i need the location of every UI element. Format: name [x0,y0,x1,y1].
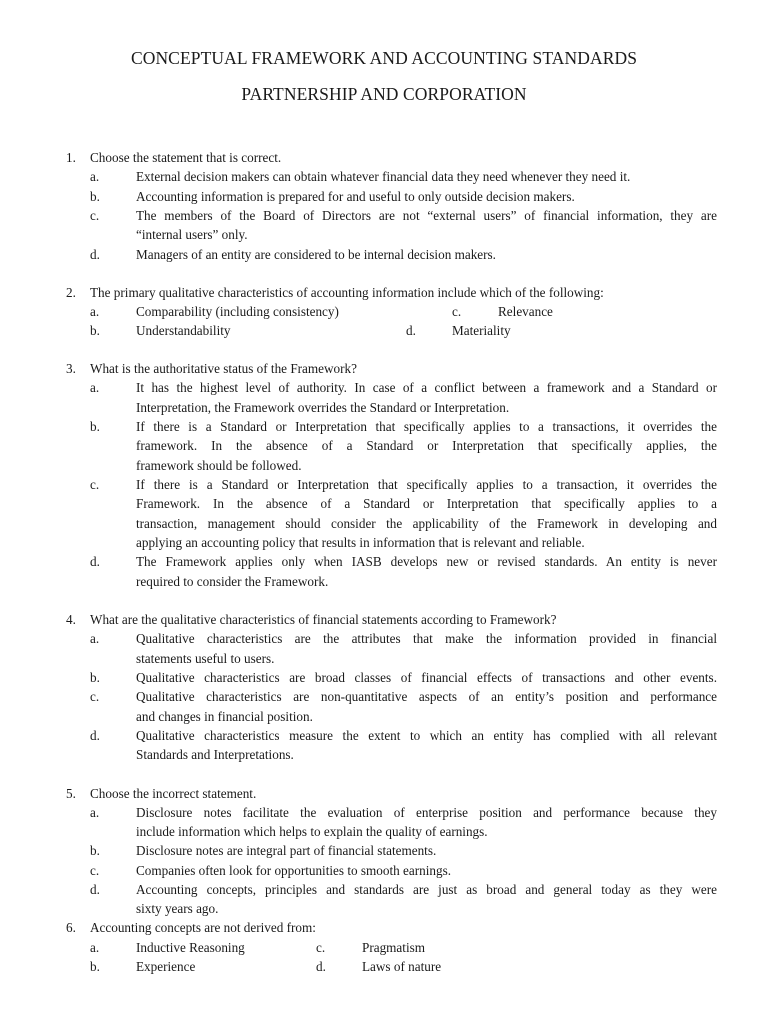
option-text: External decision makers can obtain whatever financial data they need whenever they need it. [136,169,631,184]
document-subtitle: PARTNERSHIP AND CORPORATION [241,84,527,104]
option-label: b. [90,959,100,974]
option-text: Managers of an entity are considered to be internal decision makers. [136,247,496,262]
option-label: c. [452,304,462,319]
question-number: 5. [66,786,76,801]
question-text: What is the authoritative status of the Framework? [90,361,357,376]
option-label: b. [90,419,100,434]
question-number: 3. [66,361,76,376]
option-text: Qualitative characteristics are the attributes that make the information provided in financial [136,631,717,646]
option-text: Disclosure notes are integral part of financial statements. [136,843,437,858]
option-text: include information which helps to explain the quality of earnings. [136,824,488,839]
option-label: a. [90,169,100,184]
option-text: Inductive Reasoning [136,940,245,955]
option-label: b. [90,189,100,204]
option-text: Qualitative characteristics measure the extent to which an entity has complied with all relevant [136,728,717,743]
option-text: framework. In the absence of a Standard or Interpretation that specifically applies, the [136,438,717,453]
option-text: The members of the Board of Directors are not “external users” of financial information, they are [136,208,717,223]
question-number: 1. [66,150,76,165]
option-text: Accounting information is prepared for and useful to only outside decision makers. [136,189,575,204]
option-text: “internal users” only. [136,227,248,242]
option-text: Pragmatism [362,940,426,955]
option-label: a. [90,380,100,395]
option-text: and changes in financial position. [136,709,313,724]
option-label: d. [90,247,100,262]
option-text: Laws of nature [362,959,442,974]
option-label: a. [90,805,100,820]
option-label: c. [90,689,100,704]
option-label: d. [316,959,326,974]
option-label: d. [90,728,100,743]
question-number: 6. [66,920,76,935]
option-label: c. [90,477,100,492]
option-label: b. [90,323,100,338]
option-text: Materiality [452,323,511,338]
option-label: c. [90,863,100,878]
option-text: Experience [136,959,196,974]
option-label: d. [90,554,100,569]
option-text: If there is a Standard or Interpretation that specifically applies to a transaction, it overrides the [136,477,717,492]
option-text: Disclosure notes facilitate the evaluation of enterprise position and performance because they [136,805,717,820]
option-text: Qualitative characteristics are broad classes of financial effects of transactions and other events. [136,670,717,685]
option-text: If there is a Standard or Interpretation that specifically applies to a transactions, it overrides the [136,419,717,434]
option-label: c. [90,208,100,223]
question-number: 2. [66,285,76,300]
option-text: framework should be followed. [136,458,302,473]
option-text: Comparability (including consistency) [136,304,339,319]
option-label: b. [90,670,100,685]
option-text: Interpretation, the Framework overrides the Standard or Interpretation. [136,400,510,415]
option-text: Standards and Interpretations. [136,747,294,762]
option-text: sixty years ago. [136,901,219,916]
question-text: The primary qualitative characteristics of accounting information include which of the following: [90,285,604,300]
option-text: Relevance [498,304,553,319]
option-text: Understandability [136,323,231,338]
option-text: statements useful to users. [136,651,275,666]
option-label: d. [90,882,100,897]
option-label: d. [406,323,416,338]
option-label: a. [90,940,100,955]
question-text: Accounting concepts are not derived from: [90,920,316,935]
question-text: What are the qualitative characteristics of financial statements according to Framework? [90,612,557,627]
option-text: transaction, management should consider the applicability of the Framework in developing and [136,516,717,531]
document-title: CONCEPTUAL FRAMEWORK AND ACCOUNTING STANDARDS [130,48,638,68]
option-label: b. [90,843,100,858]
option-text: It has the highest level of authority. In case of a conflict between a framework and a Standard or [136,380,717,395]
option-label: a. [90,631,100,646]
option-text: applying an accounting policy that results in information that is relevant and reliable. [136,535,585,550]
option-label: c. [316,940,326,955]
option-text: Qualitative characteristics are non-quantitative aspects of an entity’s position and performance [136,689,717,704]
question-number: 4. [66,612,76,627]
option-text: Framework. In the absence of a Standard or Interpretation that specifically applies to a [136,496,717,511]
option-text: Accounting concepts, principles and standards are just as broad and general today as they were [136,882,717,897]
option-text: The Framework applies only when IASB develops new or revised standards. An entity is never [136,554,717,569]
question-text: Choose the incorrect statement. [90,786,257,801]
option-text: required to consider the Framework. [136,574,329,589]
option-text: Companies often look for opportunities to smooth earnings. [136,863,451,878]
option-label: a. [90,304,100,319]
question-text: Choose the statement that is correct. [90,150,282,165]
